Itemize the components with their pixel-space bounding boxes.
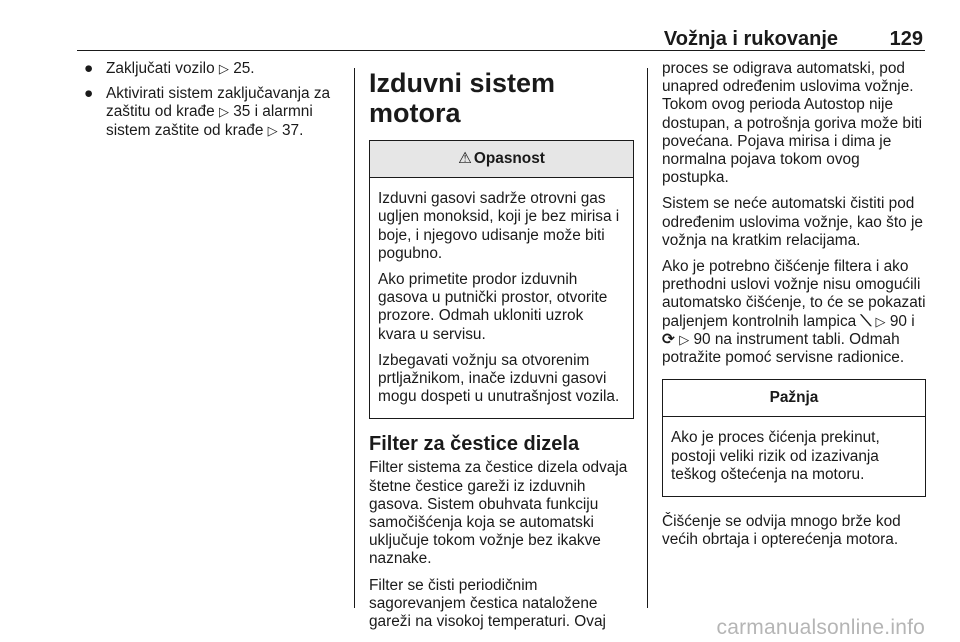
arrow-ref-icon: ▷ [218,61,229,76]
page-ref[interactable]: 25. [233,60,255,77]
note-box [662,379,926,497]
body-paragraph: Filter sistema za čestice dizela odvaja štetne čestice gareži iz izduvnih gasova. Sistem obuhvata funkciju samočišćenja koja se automatski uključuje tokom vožnje bez ikakve naznake. [369,459,628,568]
column-3 [662,60,926,557]
running-header-title: Vožnja i rukovanje [663,28,838,50]
arrow-ref-icon: ▷ [875,313,886,329]
warning-box-header [370,141,633,178]
bullet-text: Aktivirati sistem zaključavanja za zaštitu od krađe [106,85,331,121]
note-box-header: Pažnja [663,380,925,417]
body-paragraph: Filter se čisti periodičnim sagorevanjem čestica nataložene gareži na visokoj temperaturi. Ovaj [369,576,606,631]
arrow-ref-icon: ▷ [218,104,229,120]
arrow-ref-icon: ▷ [267,122,278,138]
page-ref[interactable]: 35 i alarmni sistem zaštite od krađe [106,103,313,139]
note-box-body [663,417,925,496]
column-2 [369,60,634,639]
lamp-ref: 90 na instrument tabli. Odmah potražite pomoć servisne radionice. [662,330,905,367]
column-divider-2 [647,68,648,608]
column-divider-1 [354,68,355,608]
warning-box-body [370,178,633,418]
bullet-text: Zaključati vozilo [106,60,219,77]
body-paragraph: Čišćenje se odvija mnogo brže kod većih obrtaja i opterećenja motora. [662,513,901,549]
bullet-item [77,60,347,78]
warning-heading: Opasnost [473,150,545,167]
check-engine-lamp-icon: ⟳ [662,330,675,348]
arrow-ref-icon: ▷ [679,331,690,347]
bullet-dot: ● [84,60,94,77]
warning-box [369,140,634,419]
watermark: carmanualsonline.info [716,616,925,639]
bullet-item [77,85,347,140]
warning-paragraph: Izduvni gasovi sadrže otrovni gas ugljen monoksid, koji je bez mirisa i boje, i njegovo udisanje može biti pogubno. [378,190,620,262]
warning-triangle-icon: ⚠ [458,150,472,167]
page-number: 129 [889,28,923,50]
note-text: Ako je proces čićenja prekinut, postoji veliki rizik od izazivanja teškog oštećenja na motoru. [671,429,880,483]
warning-paragraph: Izbegavati vožnju sa otvorenim prtljažnikom, inače izduvni gasovi mogu dospeti u unutrašnjost vozila. [378,351,620,406]
header-rule [77,50,925,51]
body-paragraph: Sistem se neće automatski čistiti pod određenim uslovima vožnje, kao što je vožnja na kratkim relacijama. [662,195,923,249]
filter-lamp-icon: ⟍ [860,312,872,330]
warning-paragraph: Ako primetite prodor izduvnih gasova u putnički prostor, otvorite prozore. Odmah ukloniti uzrok kvara u servisu. [378,271,608,343]
column-1 [77,60,347,147]
body-paragraph: proces se odigrava automatski, pod unapred određenim uslovima vožnje. Tokom ovog perioda Autostop nije dostupan, a potrošnja goriva može biti povećana. Pojava mirisa i dima je normalna pojava tokom ovog postupka. [662,60,923,187]
lamp-text: Ako je potrebno čišćenje filtera i ako prethodni uslovi vožnje nisu omogućili automatsko čišćenje, to će se pokazati paljenjem kontrolnih lampica [662,258,926,330]
section-title: Izduvni sistem motora [369,68,556,128]
page-ref[interactable]: 37. [281,121,304,139]
bullet-dot: ● [84,85,94,103]
subsection-title: Filter za čestice dizela [369,433,580,456]
body-paragraph [662,258,926,367]
lamp-ref: 90 i [889,312,915,330]
